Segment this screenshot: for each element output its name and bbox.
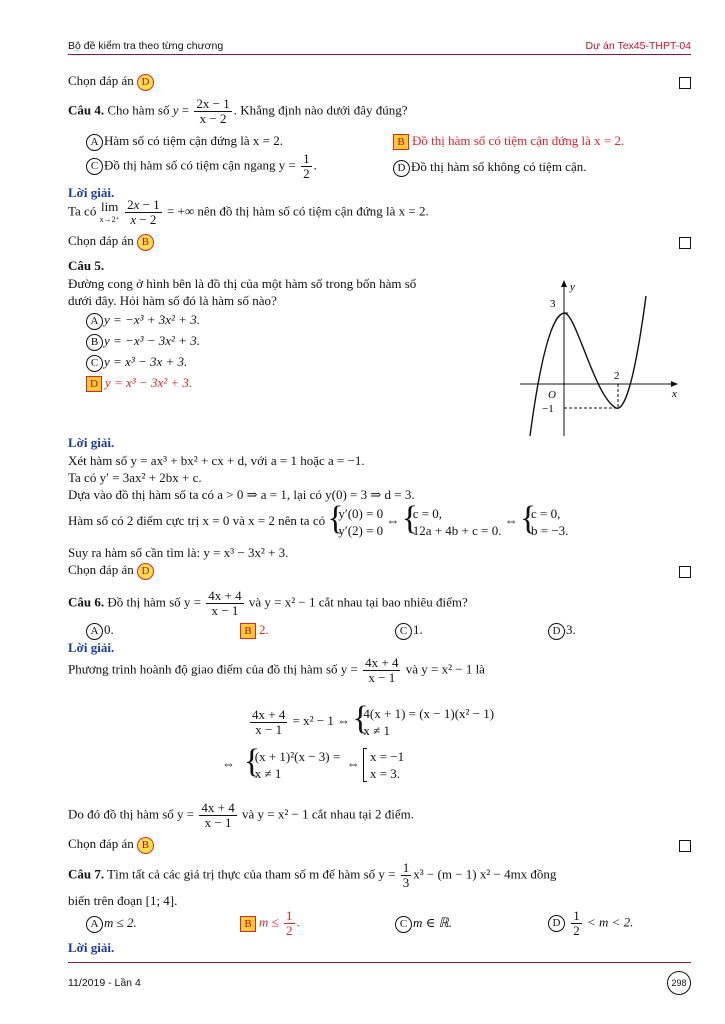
y3-label: 3	[550, 298, 556, 310]
q4-solution: Ta có lim x→2⁺ $\frac{2x - 1}{x - 2}$ = +∞ nên đồ thị hàm số có tiệm cận đứng là x = 2.	[68, 197, 429, 227]
q5-solution-title: Lời giải.	[68, 435, 115, 450]
q6-stem: Câu 6. Đồ thị hàm số y = $\frac{4x + 4}{x - 1}$ và y = x² − 1 cắt nhau tại bao nhiêu điểm?	[68, 588, 468, 618]
q4-stem: Câu 4. Cho hàm số y = $\frac{2x - 1}{x - 2}$ . Khẳng định nào dưới đây đúng?	[68, 96, 408, 126]
q4-fraction: $\frac{2x - 1}{x - 2}$	[196, 96, 230, 126]
q5-option-a[interactable]: A y = −x³ + 3x² + 3.	[86, 312, 200, 330]
q5-option-c[interactable]: C y = x³ − 3x + 3.	[86, 354, 187, 372]
q5-graph	[516, 276, 688, 438]
q6-sol-1: Phương trình hoành độ giao điểm của đồ thị hàm số y = $\frac{4x + 4}{x - 1}$ và y = x² − 1 là	[68, 655, 485, 685]
q5-choose-line: Chọn đáp án D	[68, 562, 154, 580]
q7-stem: Câu 7. Tìm tất cả các giá trị thực của tham số m để hàm số y = $\frac{1}{3}$ x³ − (m − 1) x² − 4mx đồng	[68, 860, 557, 890]
q7-option-d[interactable]: D $\frac{1}{2}$ < m < 2.	[548, 909, 633, 938]
q4-solution-title: Lời giải.	[68, 185, 115, 200]
q3-answer: D	[137, 74, 154, 91]
header-title: Bộ đề kiểm tra theo từng chương	[68, 40, 224, 52]
q5-sol-1: Xét hàm số y = ax³ + bx² + cx + d, với a = 1 hoặc a = −1.	[68, 453, 365, 468]
q6-eq-2: ⇔ { (x + 1)²(x − 3) = x ≠ 1 ⇔ x = −1 x = 3.	[222, 748, 404, 782]
q7-text-2: biến trên đoạn [1; 4].	[68, 893, 178, 908]
q7-option-a[interactable]: A m ≤ 2.	[86, 915, 137, 933]
q5-label: Câu 5.	[68, 258, 105, 273]
q4-option-b[interactable]: B Đồ thị hàm số có tiệm cận đứng là x = 2.	[393, 133, 624, 150]
origin-label: O	[548, 389, 556, 401]
q5-sol-2: Ta có y′ = 3ax² + 2bx + c.	[68, 470, 202, 485]
q5-option-d[interactable]: D y = x³ − 3x² + 3.	[86, 375, 192, 392]
q7-option-c[interactable]: C m ∈ ℝ.	[395, 915, 452, 933]
q5-answer: D	[137, 563, 154, 580]
q6-choose-line: Chọn đáp án B	[68, 836, 154, 854]
ym1-label: −1	[542, 403, 554, 415]
qed-square	[679, 840, 691, 852]
q5-sol-3: Dựa vào đồ thị hàm số ta có a > 0 ⇒ a = 1, lại có y(0) = 3 ⇒ d = 3.	[68, 487, 415, 502]
q6-option-b[interactable]: B 2.	[240, 622, 269, 639]
q6-eq-1: $\frac{4x + 4}{x - 1}$ = x² − 1 ⇔ { 4(x + 1) = (x − 1)(x² − 1) x ≠ 1	[248, 705, 494, 739]
q5-sol-4: Hàm số có 2 điểm cực trị x = 0 và x = 2 nên ta có { y′(0) = 0 y′(2) = 0 ⇔ { c = 0, 12a + 4b + c = 0. ⇔ { c = 0, b = −3.	[68, 505, 568, 539]
page-footer	[68, 962, 691, 989]
q6-solution-title: Lời giải.	[68, 640, 115, 655]
qed-square	[679, 237, 691, 249]
q3-choose-line: Chọn đáp án D	[68, 73, 154, 91]
q4-answer: B	[137, 234, 154, 251]
q6-answer: B	[137, 837, 154, 854]
header-project: Dự án Tex45-THPT-04	[585, 40, 691, 52]
q5-text-1: Đường cong ở hình bên là đồ thị của một hàm số trong bốn hàm số	[68, 276, 417, 291]
q7-option-b[interactable]: B m ≤ $\frac{1}{2}$ .	[240, 909, 300, 938]
page-header	[68, 38, 691, 55]
q6-option-c[interactable]: C 1.	[395, 622, 423, 640]
q6-option-d[interactable]: D 3.	[548, 622, 576, 640]
q7-solution-title: Lời giải.	[68, 940, 115, 955]
footer-date: 11/2019 - Lần 4	[68, 977, 141, 989]
q5-sol-5: Suy ra hàm số cần tìm là: y = x³ − 3x² + 3.	[68, 545, 289, 560]
x-label: x	[672, 388, 677, 400]
x-axis-arrow	[671, 381, 678, 387]
q6-option-a[interactable]: A 0.	[86, 622, 114, 640]
q5-text-2: dưới đây. Hỏi hàm số đó là hàm số nào?	[68, 293, 277, 308]
qed-square	[679, 566, 691, 578]
y-axis-arrow	[561, 280, 567, 287]
q4-option-c[interactable]: C Đồ thị hàm số có tiệm cận ngang y = $\frac{1}{2}$ .	[86, 152, 317, 181]
q6-conclusion: Do đó đồ thị hàm số y = $\frac{4x + 4}{x - 1}$ và y = x² − 1 cắt nhau tại 2 điểm.	[68, 800, 414, 830]
q4-choose-line: Chọn đáp án B	[68, 233, 154, 251]
y-label: y	[570, 281, 575, 293]
cubic-curve	[530, 296, 646, 436]
q4-option-a[interactable]: A Hàm số có tiệm cận đứng là x = 2.	[86, 133, 283, 151]
page-number: 298	[667, 971, 691, 995]
qed-square	[679, 77, 691, 89]
x2-label: 2	[614, 370, 620, 382]
q4-option-d[interactable]: D Đồ thị hàm số không có tiệm cận.	[393, 159, 586, 177]
q5-option-b[interactable]: B y = −x³ − 3x² + 3.	[86, 333, 200, 351]
